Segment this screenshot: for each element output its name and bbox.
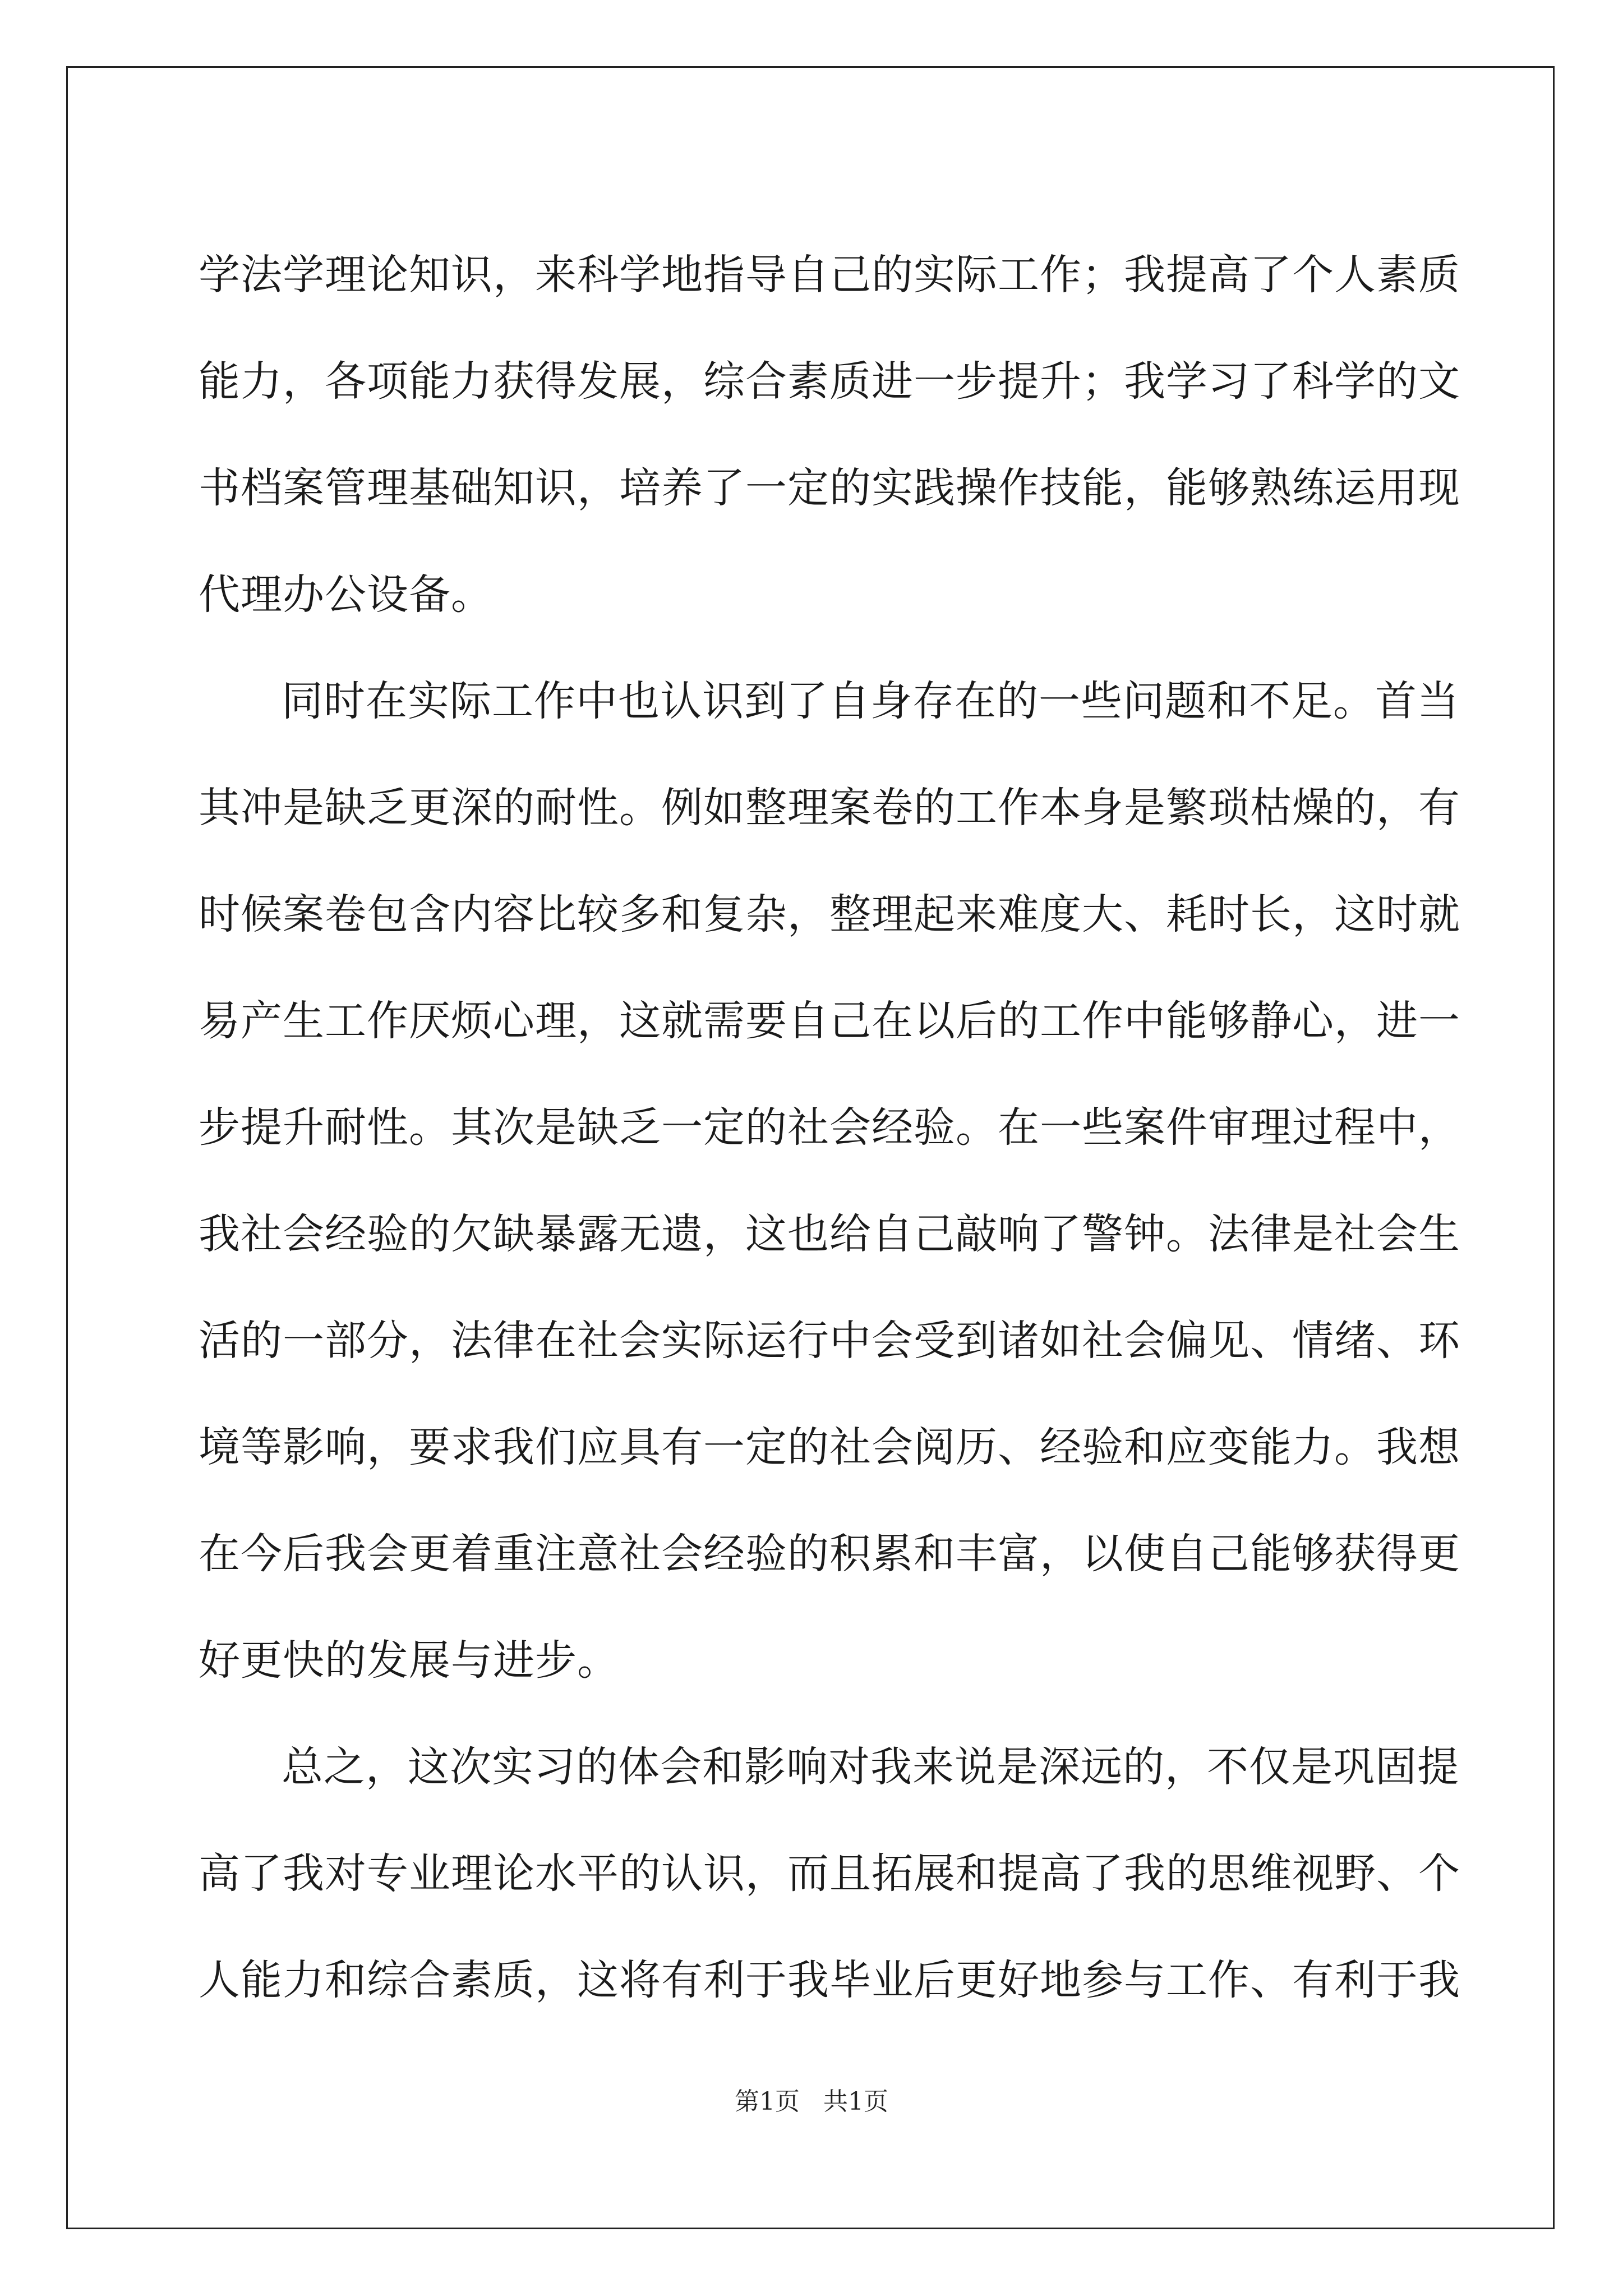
text-line: 书档案管理基础知识，培养了一定的实践操作技能，能够熟练运用现 <box>199 464 1460 512</box>
paragraph-1 <box>199 222 1460 648</box>
text-line: 时候案卷包含内容比较多和复杂，整理起来难度大、耗时长，这时就 <box>199 890 1460 938</box>
text-line: 能力，各项能力获得发展，综合素质进一步提升；我学习了科学的文 <box>199 357 1460 406</box>
text-line: 学法学理论知识，来科学地指导自己的实际工作；我提高了个人素质 <box>199 251 1460 299</box>
text-line: 境等影响，要求我们应具有一定的社会阅历、经验和应变能力。我想 <box>199 1423 1460 1471</box>
text-line: 活的一部分，法律在社会实际运行中会受到诸如社会偏见、情绪、环 <box>199 1317 1460 1365</box>
text-line: 人能力和综合素质，这将有利于我毕业后更好地参与工作、有利于我 <box>199 1956 1460 2004</box>
text-line: 我社会经验的欠缺暴露无遗，这也给自己敲响了警钟。法律是社会生 <box>199 1210 1460 1258</box>
text-line: 步提升耐性。其次是缺乏一定的社会经验。在一些案件审理过程中， <box>199 1103 1460 1152</box>
paragraph-3 <box>199 1714 1460 2033</box>
text-line: 代理办公设备。 <box>199 570 493 619</box>
page-number-footer: 第1页 共1页 <box>735 2087 888 2116</box>
text-line: 好更快的发展与进步。 <box>199 1636 619 1685</box>
paragraph-2 <box>199 648 1460 1714</box>
text-line: 高了我对专业理论水平的认识，而且拓展和提高了我的思维视野、个 <box>199 1849 1460 1898</box>
text-line: 易产生工作厌烦心理，这就需要自己在以后的工作中能够静心，进一 <box>199 997 1460 1045</box>
text-line: 其冲是缺乏更深的耐性。例如整理案卷的工作本身是繁琐枯燥的，有 <box>199 784 1460 832</box>
document-body <box>199 222 1460 2033</box>
text-line: 总之，这次实习的体会和影响对我来说是深远的，不仅是巩固提 <box>282 1743 1459 1791</box>
text-line: 在今后我会更着重注意社会经验的积累和丰富，以使自己能够获得更 <box>199 1530 1460 1578</box>
text-line: 同时在实际工作中也认识到了自身存在的一些问题和不足。首当 <box>282 677 1459 725</box>
